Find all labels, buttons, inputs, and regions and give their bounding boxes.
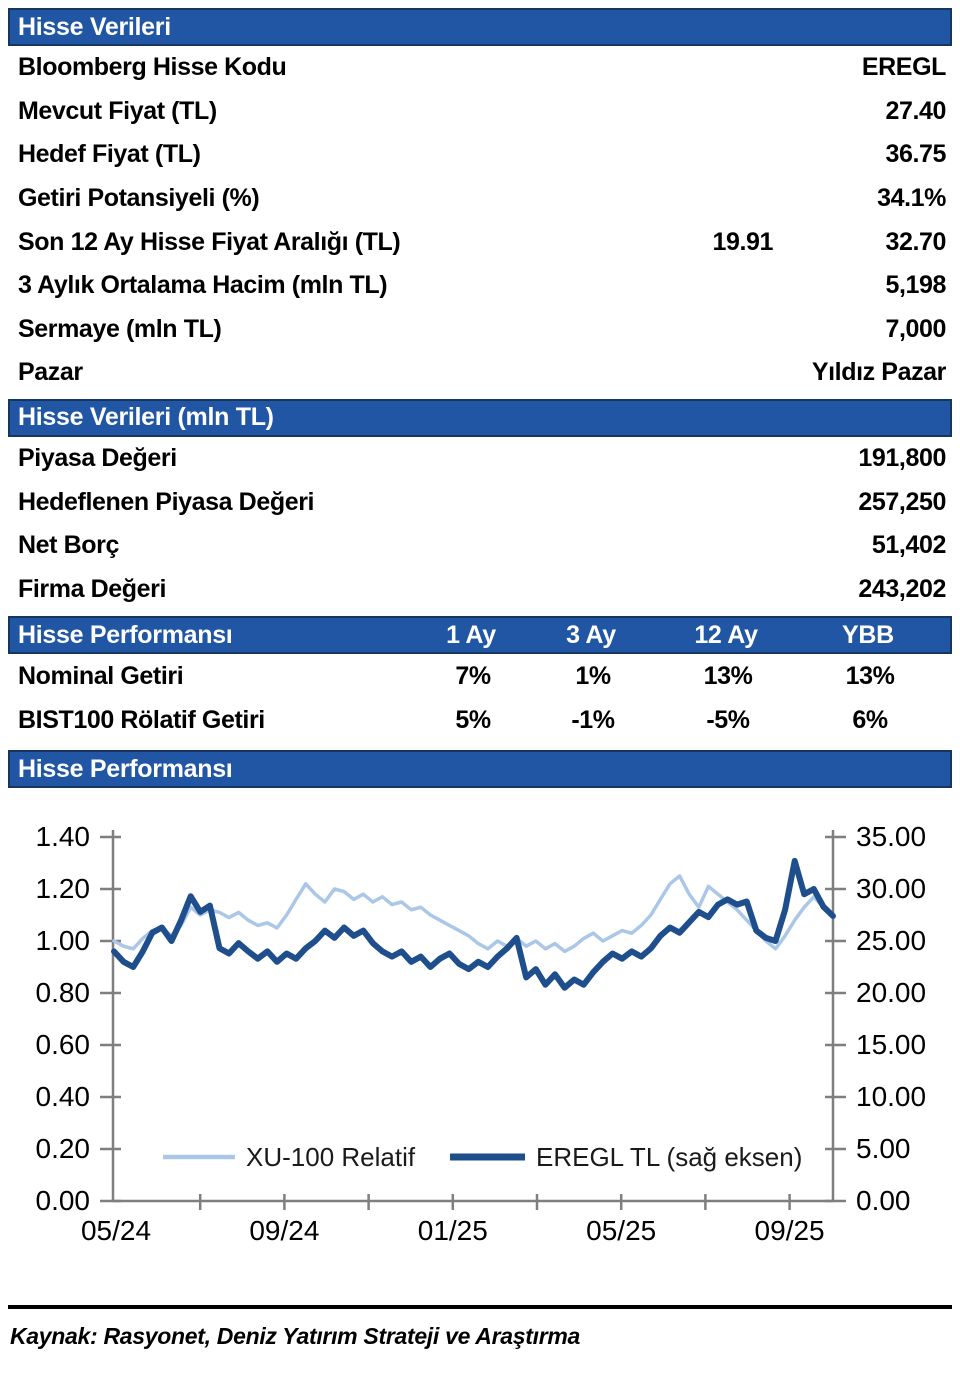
table-row xyxy=(8,524,952,568)
performance-value: 7% xyxy=(455,661,491,690)
row-value: 32.70 xyxy=(885,227,946,256)
left-axis-label: 0.20 xyxy=(35,1133,90,1165)
row-value: 257,250 xyxy=(858,487,946,516)
section-title: Hisse Verileri (mln TL) xyxy=(18,403,274,432)
row-label: Firma Değeri xyxy=(18,574,167,603)
stock-data-table xyxy=(8,46,952,395)
row-label: BIST100 Rölatif Getiri xyxy=(18,705,265,734)
column-header-1ay: 1 Ay xyxy=(446,620,496,649)
row-value: 191,800 xyxy=(858,444,946,473)
x-axis-label: 09/24 xyxy=(249,1215,320,1247)
row-value: Yıldız Pazar xyxy=(811,358,946,387)
right-axis-label: 15.00 xyxy=(856,1029,927,1061)
left-axis-label: 0.80 xyxy=(35,977,90,1009)
left-axis-label: 0.00 xyxy=(35,1185,90,1217)
section-title: Hisse Performansı xyxy=(18,620,233,649)
row-label: Net Borç xyxy=(18,531,119,560)
row-label: Piyasa Değeri xyxy=(18,444,177,473)
right-axis-label: 0.00 xyxy=(856,1185,911,1217)
right-axis-label: 30.00 xyxy=(856,873,927,905)
performance-value: -1% xyxy=(571,705,615,734)
performance-row xyxy=(8,698,952,742)
section-header-valuation xyxy=(8,399,952,437)
footer-divider xyxy=(8,1305,952,1309)
performance-table xyxy=(0,654,960,742)
row-value: 34.1% xyxy=(877,184,946,213)
section-header-performance-table xyxy=(8,616,952,654)
source-note: Kaynak: Rasyonet, Deniz Yatırım Strateji ve Araştırma xyxy=(10,1323,580,1350)
row-value: 5,198 xyxy=(885,271,946,300)
table-row xyxy=(8,351,952,395)
legend-eregl-label: EREGL TL (sağ eksen) xyxy=(536,1142,803,1173)
right-axis-label: 20.00 xyxy=(856,977,927,1009)
x-axis-label: 01/25 xyxy=(417,1215,488,1247)
table-row xyxy=(8,133,952,177)
row-value: 243,202 xyxy=(858,574,946,603)
column-header-12ay: 12 Ay xyxy=(694,620,758,649)
row-label: Sermaye (mln TL) xyxy=(18,314,222,343)
table-row xyxy=(8,308,952,352)
section-title: Hisse Verileri xyxy=(18,12,171,41)
table-row xyxy=(8,177,952,221)
row-value: EREGL xyxy=(861,53,946,82)
right-axis-label: 25.00 xyxy=(856,925,927,957)
performance-row xyxy=(8,654,952,698)
performance-value: 6% xyxy=(852,705,888,734)
right-axis-label: 5.00 xyxy=(856,1133,911,1165)
performance-chart xyxy=(0,788,960,1269)
row-label: Bloomberg Hisse Kodu xyxy=(18,53,287,82)
table-row xyxy=(8,437,952,481)
performance-value: -5% xyxy=(706,705,750,734)
section-header-performance-chart xyxy=(8,750,952,788)
row-value: 36.75 xyxy=(885,140,946,169)
section-title: Hisse Performansı xyxy=(18,754,233,783)
column-header-3ay: 3 Ay xyxy=(566,620,616,649)
performance-value: 1% xyxy=(575,661,611,690)
row-label: Mevcut Fiyat (TL) xyxy=(18,96,217,125)
table-row xyxy=(8,568,952,612)
legend-xu100-label: XU-100 Relatif xyxy=(246,1142,416,1173)
row-value: 27.40 xyxy=(885,96,946,125)
row-label: Hedeflenen Piyasa Değeri xyxy=(18,487,315,516)
x-axis-label: 09/25 xyxy=(754,1215,825,1247)
performance-value: 13% xyxy=(845,661,895,690)
performance-chart-svg xyxy=(0,788,960,1269)
row-label: Son 12 Ay Hisse Fiyat Aralığı (TL) xyxy=(18,227,401,256)
row-label: Nominal Getiri xyxy=(18,661,184,690)
right-axis-label: 35.00 xyxy=(856,821,927,853)
xu100-relatif-line xyxy=(114,876,833,951)
row-label: Pazar xyxy=(18,358,83,387)
row-value-low: 19.91 xyxy=(712,227,773,256)
table-row xyxy=(8,264,952,308)
row-value: 51,402 xyxy=(871,531,946,560)
row-label: Getiri Potansiyeli (%) xyxy=(18,184,260,213)
left-axis-label: 1.20 xyxy=(35,873,90,905)
table-row xyxy=(8,90,952,134)
left-axis-label: 0.60 xyxy=(35,1029,90,1061)
left-axis-label: 1.00 xyxy=(35,925,90,957)
valuation-table xyxy=(8,437,952,611)
table-row xyxy=(8,220,952,264)
right-axis-label: 10.00 xyxy=(856,1081,927,1113)
section-header-stock-data xyxy=(8,8,952,46)
table-row xyxy=(8,46,952,90)
left-axis-label: 0.40 xyxy=(35,1081,90,1113)
row-label: Hedef Fiyat (TL) xyxy=(18,140,201,169)
x-axis-label: 05/24 xyxy=(80,1215,152,1247)
table-row xyxy=(8,480,952,524)
performance-value: 5% xyxy=(455,705,491,734)
row-value: 7,000 xyxy=(885,314,946,343)
left-axis-label: 1.40 xyxy=(35,821,90,853)
performance-value: 13% xyxy=(703,661,753,690)
row-label: 3 Aylık Ortalama Hacim (mln TL) xyxy=(18,271,388,300)
x-axis-label: 05/25 xyxy=(586,1215,657,1247)
eregl-tl-line xyxy=(114,861,833,988)
column-header-ybb: YBB xyxy=(842,620,894,649)
